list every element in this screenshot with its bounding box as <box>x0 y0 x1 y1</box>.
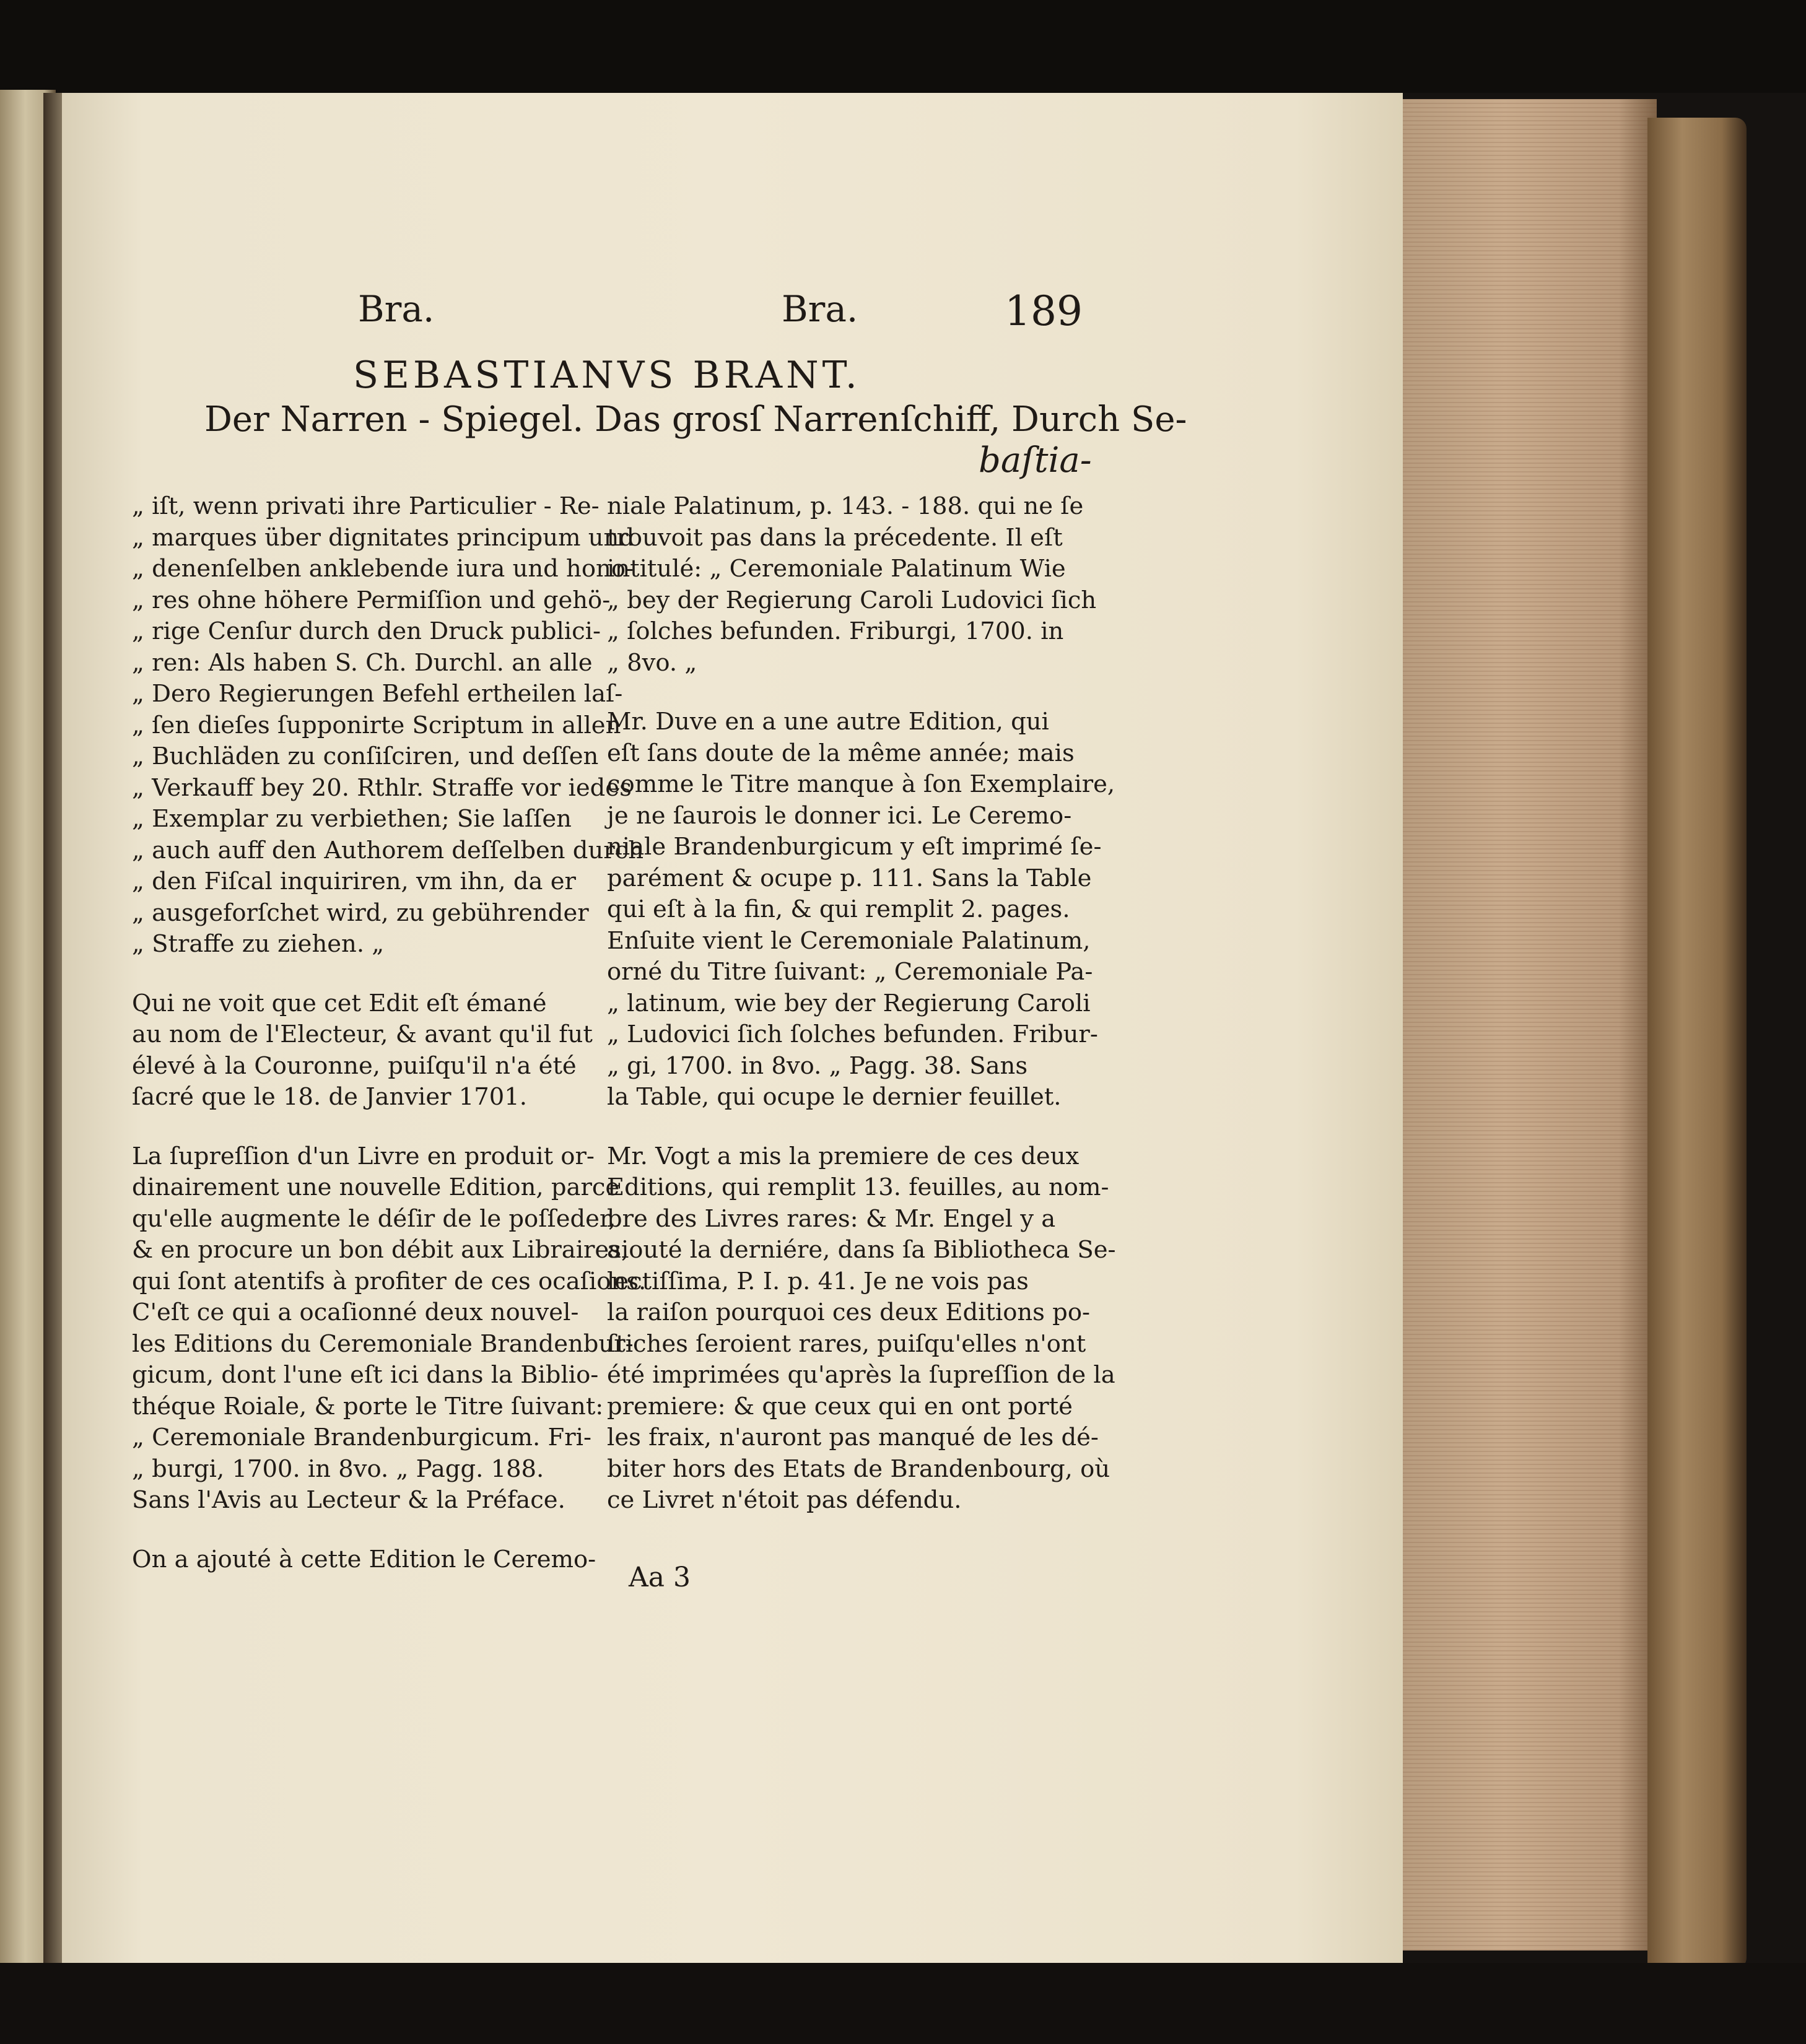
text-line: été imprimées qu'après la ſupreſſion de la <box>607 1361 1115 1389</box>
text-line: „ Ludovici ſich ſolches befunden. Fribur- <box>607 1020 1098 1048</box>
text-line: C'eſt ce qui a ocaſionné deux nouvel- <box>132 1298 579 1326</box>
text-line: ce Livret n'étoit pas défendu. <box>607 1486 962 1514</box>
fore-edge <box>1403 99 1657 1950</box>
text-line: „ bey der Regierung Caroli Ludovici ſich <box>607 586 1097 614</box>
text-line: „ Exemplar zu verbiethen; Sie laſſen <box>132 805 572 833</box>
text-line: premiere: & que ceux qui en ont porté <box>607 1392 1073 1420</box>
entry-work-title: Der Narren - Spiegel. Das grosſ Narrenſchiff, Durch Se- <box>204 399 1187 440</box>
text-line: „ ren: Als haben S. Ch. Durchl. an alle <box>132 648 593 677</box>
text-line: „ ſolches befunden. Friburgi, 1700. in <box>607 617 1064 645</box>
text-line: „ Straffe zu ziehen. „ <box>132 930 385 958</box>
text-line: „ burgi, 1700. in 8vo. „ Pagg. 188. <box>132 1455 544 1483</box>
text-line: comme le Titre manque à ſon Exemplaire, <box>607 770 1115 798</box>
text-line: Qui ne voit que cet Edit eſt émané <box>132 989 547 1017</box>
text-line: parément & ocupe p. 111. Sans la Table <box>607 864 1092 892</box>
text-line: Mr. Vogt a mis la premiere de ces deux <box>607 1142 1080 1170</box>
text-line: „ Buchläden zu conſiſciren, und deſſen <box>132 742 599 770</box>
text-line: gicum, dont l'une eſt ici dans la Biblio- <box>132 1361 599 1389</box>
text-line: „ latinum, wie bey der Regierung Caroli <box>607 989 1091 1017</box>
text-line: élevé à la Couronne, puiſqu'il n'a été <box>132 1051 577 1080</box>
text-line: la Table, qui ocupe le dernier feuillet. <box>607 1083 1062 1111</box>
text-line: aiouté la derniére, dans ſa Bibliotheca Se- <box>607 1236 1116 1264</box>
text-line: „ res ohne höhere Permiſſion und gehö- <box>132 586 611 614</box>
text-line: ſacré que le 18. de Janvier 1701. <box>132 1083 528 1111</box>
entry-work-title-continued: baſtia- <box>979 440 1092 481</box>
book-spine-cover <box>1647 118 1747 1969</box>
text-line: théque Roiale, & porte le Titre ſuivant: <box>132 1392 604 1420</box>
text-line: bre des Livres rares: & Mr. Engel y a <box>607 1204 1056 1233</box>
text-line: „ auch auff den Authorem deſſelben durch <box>132 836 644 864</box>
text-line: eſt ſans doute de la même année; mais <box>607 739 1075 767</box>
text-line: On a ajouté à cette Edition le Ceremo- <box>132 1545 596 1573</box>
text-line: ſtiches ſeroient rares, puiſqu'elles n'ont <box>607 1329 1086 1358</box>
text-line: La ſupreſſion d'un Livre en produit or- <box>132 1142 595 1170</box>
text-line: Enſuite vient le Ceremoniale Palatinum, <box>607 926 1091 955</box>
text-line: les Editions du Ceremoniale Brandenbur- <box>132 1329 634 1358</box>
text-line: „ 8vo. „ <box>607 648 697 677</box>
text-line: intitulé: „ Ceremoniale Palatinum Wie <box>607 555 1066 583</box>
text-line: les fraix, n'auront pas manqué de les dé- <box>607 1424 1099 1451</box>
text-line: „ Verkauff bey 20. Rthlr. Straffe vor iedes <box>132 773 632 802</box>
paragraph-gap <box>607 679 1071 707</box>
running-head-left: Bra. <box>358 288 435 330</box>
paragraph-gap <box>607 1113 1071 1141</box>
left-column <box>132 491 647 1575</box>
text-line: Editions, qui remplit 13. feuilles, au nom- <box>607 1173 1109 1201</box>
text-line: „ rige Cenſur durch den Druck publici- <box>132 617 601 645</box>
entry-author: SEBASTIANVS BRANT. <box>353 354 861 397</box>
text-line: „ den Fiſcal inquiriren, vm ihn, da er <box>132 868 576 895</box>
right-column <box>607 491 1116 1516</box>
text-line: „ Ceremoniale Brandenburgicum. Fri- <box>132 1424 591 1451</box>
text-line: trouvoit pas dans la précedente. Il eſt <box>607 523 1063 552</box>
printer-signature: Aa 3 <box>629 1562 691 1593</box>
text-line: „ ſen dieſes ſupponirte Scriptum in allen <box>132 711 621 739</box>
text-line: „ Dero Regierungen Befehl ertheilen laſ- <box>132 680 623 708</box>
text-line: „ denenſelben anklebende iura und hono- <box>132 555 634 583</box>
paragraph-gap <box>132 960 578 988</box>
page-number: 189 <box>1005 287 1083 335</box>
text-line: niale Palatinum, p. 143. - 188. qui ne ſe <box>607 492 1084 520</box>
text-line: lectiſſima, P. I. p. 41. Je ne vois pas <box>607 1267 1029 1295</box>
text-line: „ iſt, wenn privati ihre Particulier - Re- <box>132 492 600 520</box>
text-line: „ ausgeforſchet wird, zu gebührender <box>132 898 589 927</box>
text-line: orné du Titre ſuivant: „ Ceremoniale Pa- <box>607 958 1093 986</box>
running-head-middle: Bra. <box>782 288 858 330</box>
text-line: „ marques über dignitates principum und <box>132 523 634 552</box>
paragraph-gap <box>132 1113 578 1141</box>
text-line: qu'elle augmente le déſir de le poſſeder, <box>132 1204 616 1233</box>
text-line: biter hors des Etats de Brandenbourg, où <box>607 1455 1110 1483</box>
background-bottom <box>0 1963 1806 2044</box>
text-line: au nom de l'Electeur, & avant qu'il fut <box>132 1020 593 1048</box>
text-line: dinairement une nouvelle Edition, parce <box>132 1173 620 1201</box>
text-line: je ne ſaurois le donner ici. Le Ceremo- <box>607 801 1072 830</box>
text-line: qui eſt à la fin, & qui remplit 2. pages. <box>607 895 1070 923</box>
paragraph-gap <box>132 1516 578 1544</box>
cover-top <box>0 0 1806 93</box>
text-line: Sans l'Avis au Lecteur & la Préface. <box>132 1486 565 1514</box>
text-line: Mr. Duve en a une autre Edition, qui <box>607 708 1049 736</box>
text-line: la raiſon pourquoi ces deux Editions po- <box>607 1298 1091 1326</box>
text-line: „ gi, 1700. in 8vo. „ Pagg. 38. Sans <box>607 1051 1028 1080</box>
text-line: qui ſont atentifs à profiter de ces ocaſions. <box>132 1267 647 1295</box>
text-line: & en procure un bon débit aux Libraires, <box>132 1236 629 1264</box>
text-line: niale Brandenburgicum y eſt imprimé ſe- <box>607 833 1102 861</box>
